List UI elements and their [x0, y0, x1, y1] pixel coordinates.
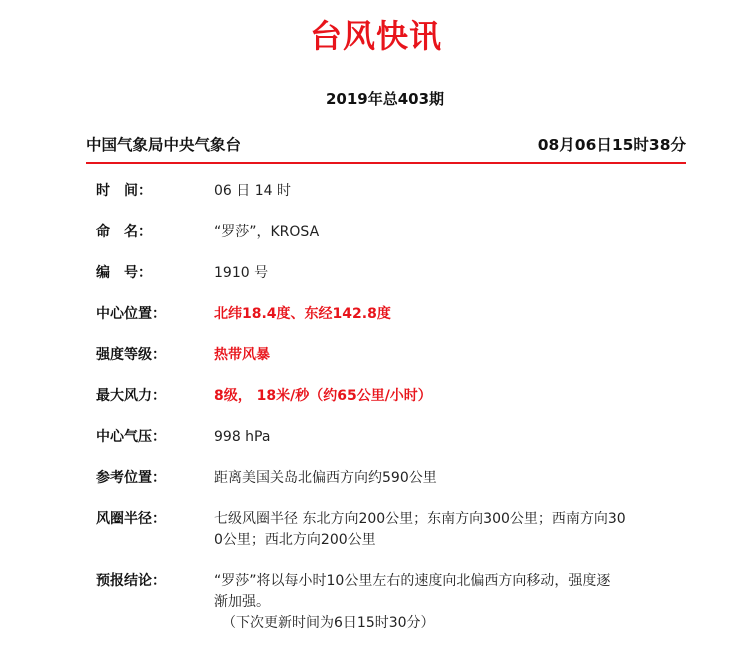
time-label: 时 间： — [96, 183, 152, 199]
info-row-wind-radius — [96, 509, 696, 551]
info-row-pressure — [96, 427, 696, 448]
reference-label: 参考位置： — [96, 470, 166, 486]
intensity-value: 热带风暴 — [214, 347, 270, 363]
max-wind-value: 8级， 18米/秒（约65公里/小时） — [214, 388, 432, 404]
info-row-time — [96, 181, 696, 202]
header-divider — [86, 162, 686, 164]
number-label: 编 号： — [96, 265, 152, 281]
page-title: 台风快讯 — [309, 17, 442, 55]
name-value: “罗莎”，KROSA — [214, 224, 320, 240]
agency-name: 中国气象局中央气象台 — [86, 136, 242, 154]
issued-time: 08月06日15时38分 — [537, 136, 686, 154]
info-row-forecast — [96, 571, 696, 634]
info-row-center — [96, 304, 696, 325]
next-update-note: （下次更新时间为6日15时30分） — [222, 615, 435, 631]
info-row-intensity — [96, 345, 696, 366]
intensity-label: 强度等级： — [96, 347, 166, 363]
pressure-label: 中心气压： — [96, 429, 166, 445]
max-wind-label: 最大风力： — [96, 388, 166, 404]
pressure-value: 998 hPa — [214, 429, 271, 445]
wind-radius-line-2: 0公里；西北方向200公里 — [214, 532, 376, 548]
info-row-max-wind — [96, 386, 696, 407]
forecast-line-2: 渐加强。 — [214, 594, 270, 610]
forecast-label: 预报结论： — [96, 573, 166, 589]
wind-radius-value — [214, 509, 694, 551]
center-value: 北纬18.4度、东经142.8度 — [214, 306, 391, 322]
wind-radius-label: 风圈半径： — [96, 511, 166, 527]
number-value: 1910 号 — [214, 265, 269, 281]
info-row-number — [96, 263, 696, 284]
forecast-line-1: “罗莎”将以每小时10公里左右的速度向北偏西方向移动，强度逐 — [214, 573, 611, 589]
wind-radius-line-1: 七级风圈半径 东北方向200公里；东南方向300公里；西南方向30 — [214, 511, 626, 527]
time-value: 06 日 14 时 — [214, 183, 291, 199]
center-label: 中心位置： — [96, 306, 166, 322]
info-row-reference — [96, 468, 696, 489]
reference-value: 距离美国关岛北偏西方向约590公里 — [214, 470, 437, 486]
bulletin-header — [86, 131, 686, 157]
forecast-value — [214, 571, 694, 634]
name-label: 命 名： — [96, 224, 152, 240]
info-row-name — [96, 222, 696, 243]
issue-number: 2019年总403期 — [325, 90, 445, 108]
